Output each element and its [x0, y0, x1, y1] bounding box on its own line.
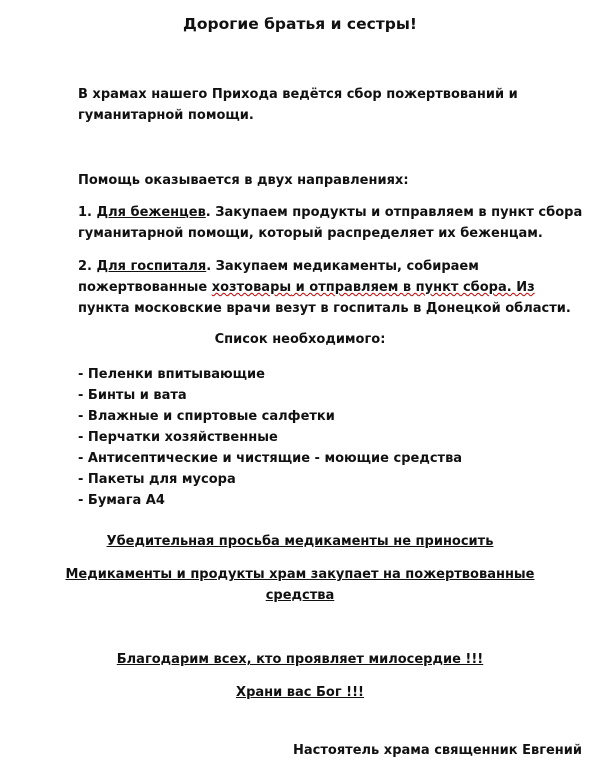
list-item: - Перчатки хозяйственные	[78, 430, 278, 445]
list-item: - Пакеты для мусора	[78, 472, 236, 487]
direction-text: пожертвованные	[78, 280, 212, 295]
needs-list	[78, 364, 462, 511]
direction-label-refugees: Для беженцев	[96, 205, 206, 220]
notice-purchases	[0, 564, 600, 606]
direction-hospital-line-1	[78, 256, 578, 277]
intro-line-2: гуманитарной помощи.	[78, 108, 254, 123]
list-heading: Список необходимого:	[214, 332, 386, 347]
notice-purchases-line-1: Медикаменты и продукты храм закупает на пожертвованные	[65, 567, 535, 582]
direction-hospital	[78, 256, 578, 319]
notice-purchases-line-2: средства	[265, 588, 335, 603]
direction-text: . Закупаем продукты и отправляем в пункт сбора	[205, 205, 583, 220]
list-item: - Пеленки впитывающие	[78, 367, 265, 382]
blessing-line: Храни вас Бог !!!	[236, 685, 364, 700]
direction-refugees-line-1	[78, 202, 583, 223]
directions-heading: Помощь оказывается в двух направлениях:	[78, 173, 409, 188]
list-item: - Бумага А4	[78, 493, 165, 508]
intro-paragraph	[78, 84, 578, 126]
thanks-line: Благодарим всех, кто проявляет милосердие !!!	[116, 652, 484, 667]
list-item: - Антисептические и чистящие - моющие средства	[78, 451, 463, 466]
direction-label-hospital: Для госпиталя	[96, 259, 207, 274]
direction-hospital-line-3: пункта московские врачи везут в госпиталь в Донецкой области.	[78, 301, 571, 316]
intro-line-1: В храмах нашего Прихода ведётся сбор пожертвований и	[78, 87, 518, 102]
spellcheck-flagged-word: хозтовары	[211, 280, 292, 295]
direction-hospital-line-2	[78, 277, 578, 298]
notice-no-medicines: Убедительная просьба медикаменты не приносить	[106, 534, 494, 549]
direction-refugees	[78, 202, 583, 244]
direction-text: . Закупаем медикаменты, собираем	[206, 259, 479, 274]
direction-number: 1.	[78, 205, 92, 220]
direction-refugees-line-2: гуманитарной помощи, который распределяет их беженцам.	[78, 226, 543, 241]
list-item: - Бинты и вата	[78, 388, 187, 403]
page-title: Дорогие братья и сестры!	[183, 15, 417, 33]
spellcheck-flagged-spacing: и отправляем в пункт сбора. Из	[291, 280, 535, 295]
direction-number: 2.	[78, 259, 92, 274]
list-item: - Влажные и спиртовые салфетки	[78, 409, 335, 424]
signature: Настоятель храма священник Евгений	[293, 743, 582, 758]
